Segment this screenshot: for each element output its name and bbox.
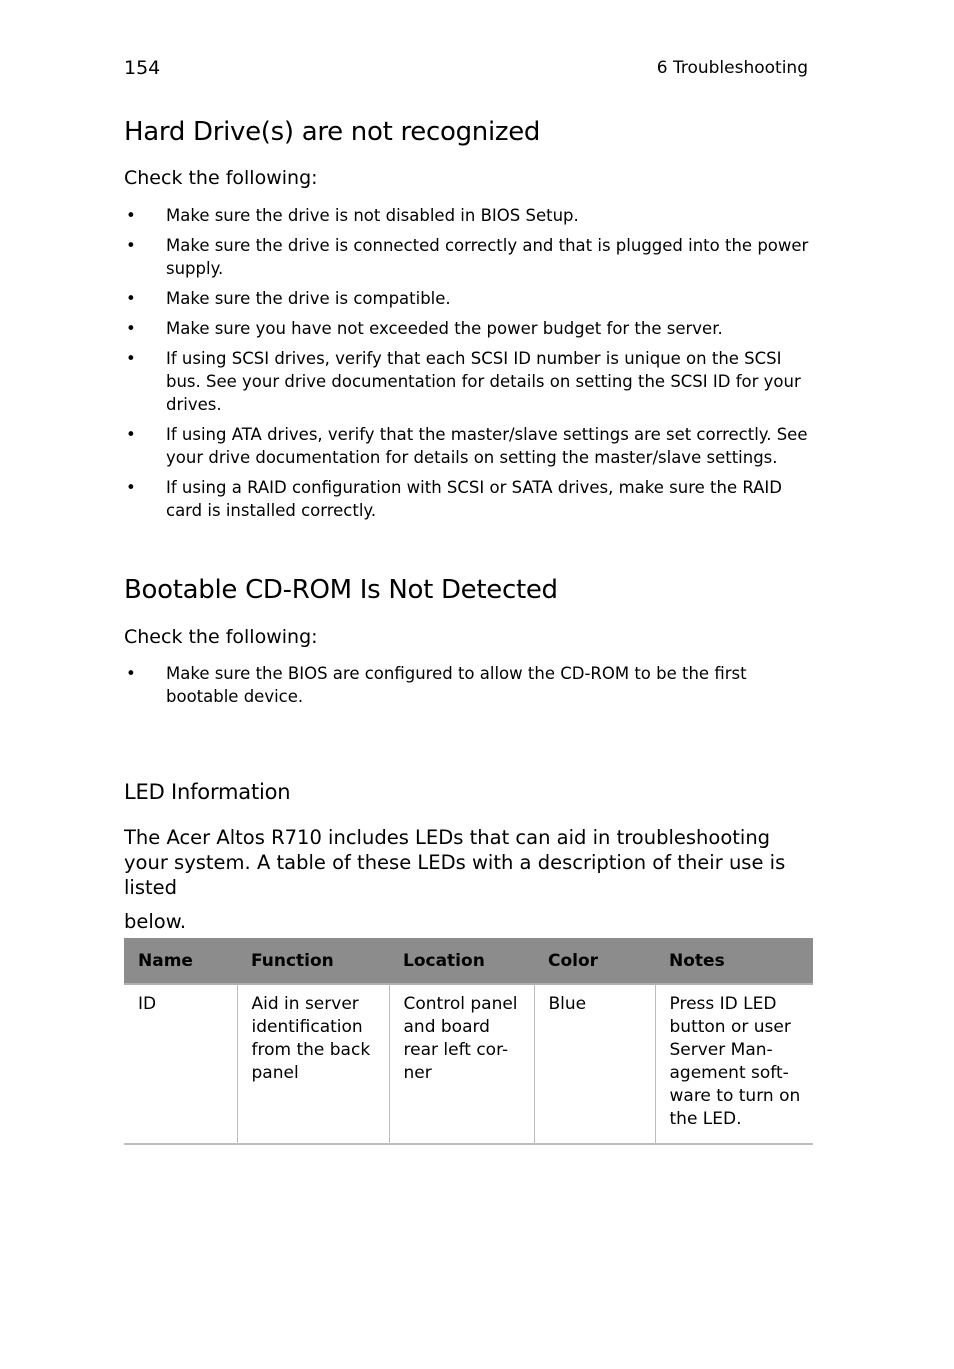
list-item: • Make sure the BIOS are configured to allow the CD-ROM to be the first bootable device. <box>126 664 747 706</box>
section-lead: Check the following: <box>124 167 318 189</box>
list-item: • Make sure the drive is not disabled in BIOS Setup. <box>126 206 579 225</box>
bullet-icon: • <box>126 664 136 683</box>
bullet-icon: • <box>126 289 136 308</box>
column-header: Color <box>534 938 655 984</box>
bullet-icon: • <box>126 236 136 255</box>
table-cell: Control panel and board rear left cor-ner <box>389 984 534 1144</box>
table-header-row <box>124 938 813 984</box>
column-header: Function <box>237 938 389 984</box>
list-item: • Make sure you have not exceeded the power budget for the server. <box>126 319 723 338</box>
column-header: Location <box>389 938 534 984</box>
section-lead: Check the following: <box>124 626 318 648</box>
table-row <box>124 984 813 1144</box>
list-item: • If using SCSI drives, verify that each SCSI ID number is unique on the SCSI bus. See your drive documentation for details on setting the SCSI ID for your drives. <box>126 349 801 414</box>
bullet-icon: • <box>126 349 136 368</box>
table-cell: Press ID LED button or user Server Man-agement soft-ware to turn on the LED. <box>655 984 813 1144</box>
page-number: 154 <box>124 57 161 79</box>
section-heading-led: LED Information <box>124 780 291 804</box>
bullet-icon: • <box>126 319 136 338</box>
led-table <box>124 938 813 1145</box>
bullet-icon: • <box>126 425 136 444</box>
list-item: • Make sure the drive is connected correctly and that is plugged into the power supply. <box>126 236 809 278</box>
bullet-list <box>124 662 814 715</box>
column-header: Name <box>124 938 237 984</box>
table-cell: Blue <box>534 984 655 1144</box>
intro-paragraph: The Acer Altos R710 includes LEDs that can aid in troubleshooting your system. A table of these LEDs with a description of their use is listed below. <box>124 826 786 933</box>
column-header: Notes <box>655 938 813 984</box>
table-cell: ID <box>124 984 237 1144</box>
list-item: • If using a RAID configuration with SCSI or SATA drives, make sure the RAID card is installed correctly. <box>126 478 782 520</box>
bullet-list <box>124 204 814 529</box>
list-item: • Make sure the drive is compatible. <box>126 289 451 308</box>
section-heading-cdrom: Bootable CD-ROM Is Not Detected <box>124 575 558 605</box>
bullet-icon: • <box>126 478 136 497</box>
table-cell: Aid in server identification from the back panel <box>237 984 389 1144</box>
chapter-title: 6 Troubleshooting <box>656 58 808 78</box>
list-item: • If using ATA drives, verify that the master/slave settings are set correctly. See your drive documentation for details on setting the master/slave settings. <box>126 425 808 467</box>
bullet-icon: • <box>126 206 136 225</box>
section-heading-hard-drives: Hard Drive(s) are not recognized <box>124 117 541 147</box>
